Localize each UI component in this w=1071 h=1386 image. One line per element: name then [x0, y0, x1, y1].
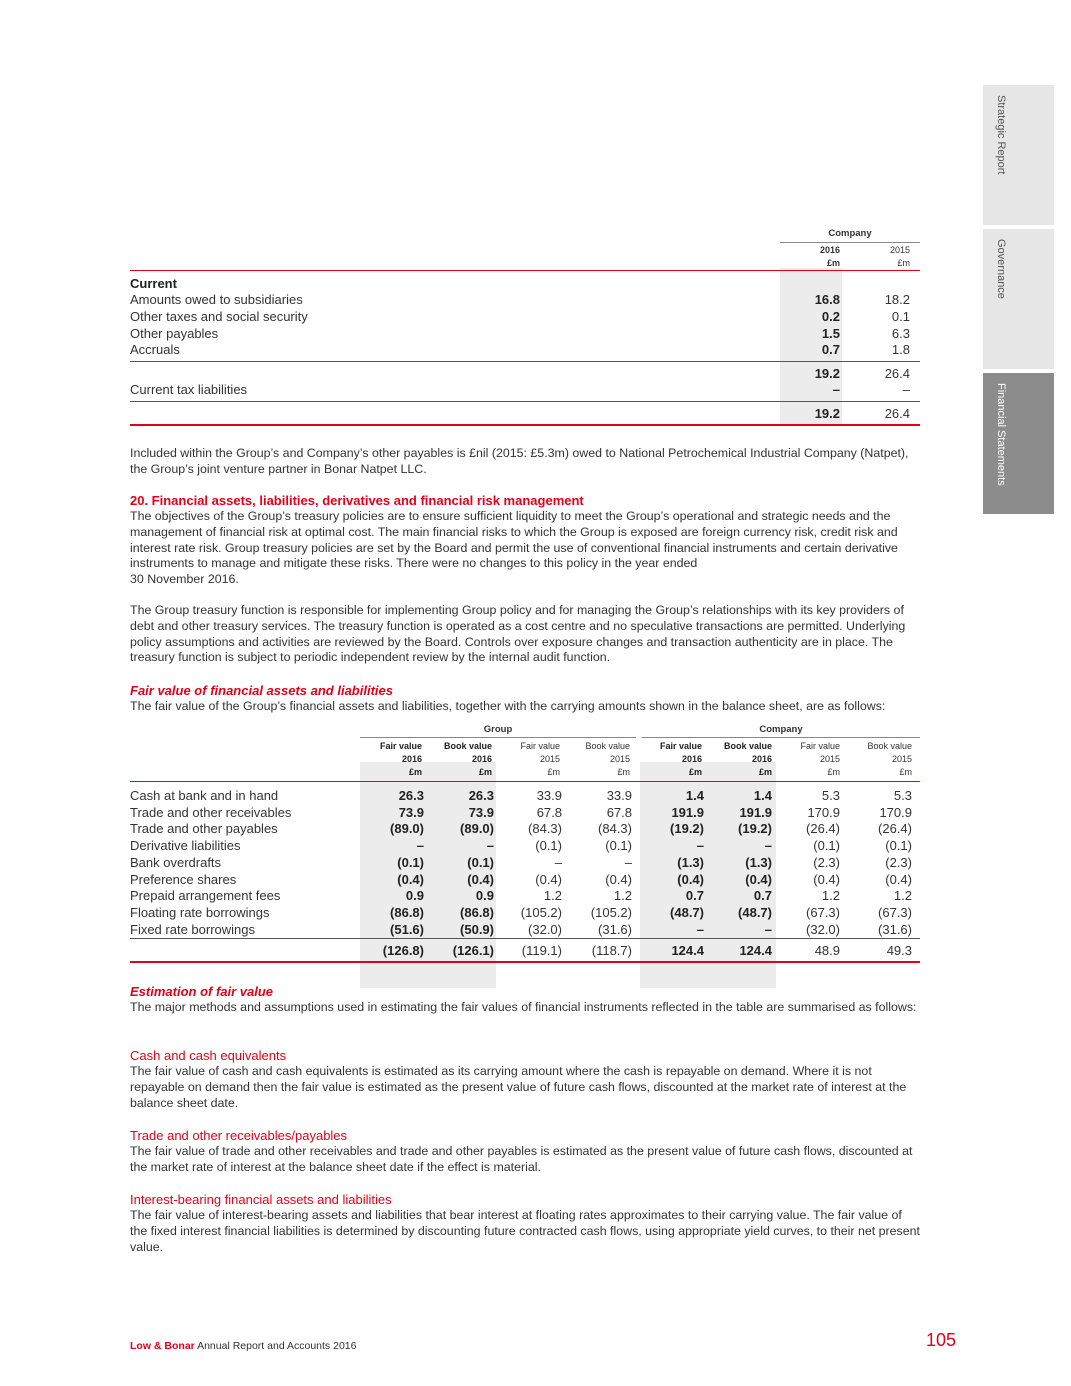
table-cell: (84.3): [528, 821, 562, 837]
table-cell: (0.4): [745, 871, 772, 887]
row-label: Cash at bank and in hand: [130, 788, 279, 803]
table-cell: 5.3: [893, 788, 912, 803]
table-cell: –: [696, 838, 704, 854]
header-divider: [130, 781, 920, 782]
table-cell: (0.4): [813, 871, 840, 887]
side-tab-label: Governance: [995, 239, 1007, 299]
table-cell: (0.4): [885, 871, 912, 887]
table-cell: (105.2): [590, 904, 632, 920]
table-cell: (0.4): [397, 871, 424, 887]
table-cell: 67.8: [606, 804, 632, 820]
footer-brand: Low & Bonar: [130, 1340, 195, 1352]
table-cell: (0.1): [605, 838, 632, 854]
treasury-objectives-paragraph: The objectives of the Group’s treasury policies are to ensure sufficient liquidity to meet the Group’s operational and strategic needs and the management of financial risk at optimal cost. The main financial risks to which the Group is exposed are foreign currency risk, credit risk and interest rate risk. Group treasury policies are set by the Board and permit the use of conventional financial instruments and certain derivative instruments to manage and mitigate these risks. There were no changes to this policy in the year ended 30 November 2016.: [130, 509, 898, 587]
interest-heading: Interest-bearing financial assets and liabilities: [130, 1192, 392, 1207]
table-cell: 1.2: [543, 888, 562, 904]
table-cell: 191.9: [739, 804, 772, 820]
table-cell: –: [696, 921, 704, 937]
table-cell: 67.8: [536, 804, 562, 820]
column-header: Book value 2015 £m: [585, 741, 630, 777]
table-cell: (26.4): [806, 821, 840, 837]
col-2015-unit: £m: [897, 258, 910, 268]
table-cell: (86.8): [390, 904, 424, 920]
table-cell: (48.7): [670, 904, 704, 920]
company-header-rule: [642, 737, 920, 738]
table-cell: (2.3): [813, 854, 840, 870]
table-row: [130, 922, 920, 939]
side-tab-strategic-report[interactable]: [983, 85, 1054, 225]
table-cell: (31.6): [598, 921, 632, 937]
table-row: Amounts owed to subsidiaries 16.8 18.2: [130, 292, 910, 307]
footer-title: Annual Report and Accounts 2016: [197, 1340, 357, 1352]
col-2016-unit: £m: [826, 258, 840, 268]
row-label: Bank overdrafts: [130, 854, 222, 870]
column-header: Fair value 2015 £m: [800, 741, 840, 777]
interest-paragraph: The fair value of interest-bearing assets and liabilities that bear interest at floating rates approximates to their carrying value. The fair value of the fixed interest financial liabilities is determined by discounting future contracted cash flows, using appropriate yield curves, to their net present value.: [130, 1208, 920, 1254]
table-cell: (19.2): [738, 821, 772, 837]
table-cell: (0.4): [535, 871, 562, 887]
table-row: Other taxes and social security 0.2 0.1: [130, 309, 910, 324]
column-header: Fair value 2016 £m: [379, 741, 422, 777]
row-label: Derivative liabilities: [130, 838, 241, 854]
row-label: Trade and other payables: [130, 821, 278, 837]
table-cell: (26.4): [878, 821, 912, 837]
table-row: [130, 821, 920, 838]
table-cell: (0.1): [467, 854, 494, 870]
table-cell: –: [624, 854, 632, 870]
table-cell: 26.3: [398, 788, 424, 803]
row-label: Preference shares: [130, 871, 237, 887]
company-header: Company: [759, 724, 803, 735]
group-header-rule: [360, 737, 636, 738]
section-label: Current: [130, 276, 177, 291]
header-rule: [780, 242, 920, 243]
table-cell: 0.9: [405, 888, 424, 904]
table-row: [130, 855, 920, 872]
table-cell: 170.9: [807, 804, 840, 820]
table-row: [130, 905, 920, 922]
table-cell: (2.3): [885, 854, 912, 870]
table-cell: (32.0): [528, 921, 562, 937]
total-double-rule: [130, 424, 920, 426]
table-cell: 33.9: [536, 788, 562, 803]
table-row: [130, 838, 920, 855]
total-row: (126.8) (126.1) (119.1) (118.7) 124.4 124.4 48.9 49.3: [382, 943, 912, 958]
column-header: Fair value 2015 £m: [520, 741, 560, 777]
table-cell: (67.3): [806, 904, 840, 920]
column-header: Book value 2016 £m: [723, 741, 772, 777]
table-cell: (31.6): [878, 921, 912, 937]
table-cell: (0.1): [535, 838, 562, 854]
table-cell: (89.0): [460, 821, 494, 837]
trade-paragraph: The fair value of trade and other receivables and trade and other payables is estimated as the present value of future cash flows, discounted at the market rate of interest at the balance sheet date if the effect is material.: [130, 1144, 913, 1174]
table-cell: 1.4: [685, 788, 704, 803]
section-20-heading: 20. Financial assets, liabilities, derivatives and financial risk management: [130, 493, 584, 508]
col-2015-year: 2015: [889, 245, 910, 255]
treasury-function-paragraph: The Group treasury function is responsible for implementing Group policy and for managing the Group’s relationships with its key providers of debt and other treasury services. The treasury function is operated as a cost centre and no speculative transactions are permitted. Underlying policy assumptions and activities are reviewed by the Board. Controls over exposure changes and transaction authenticity are in place. The treasury function is subject to periodic independent review by the internal audit function.: [130, 603, 906, 665]
row-label: Fixed rate borrowings: [130, 921, 255, 937]
table-cell: (51.6): [390, 921, 424, 937]
table-row: [130, 872, 920, 889]
table-cell: (1.3): [677, 854, 704, 870]
table-cell: –: [554, 854, 562, 870]
footer: [130, 1340, 356, 1352]
table-cell: (50.9): [460, 921, 494, 937]
column-header: Book value 2015 £m: [867, 741, 912, 777]
table-cell: (84.3): [598, 821, 632, 837]
col-2016-year: 2016: [819, 245, 840, 255]
table-cell: (0.4): [467, 871, 494, 887]
page-number: 105: [926, 1330, 957, 1350]
company-header: Company: [828, 228, 872, 239]
total-rule: [130, 938, 920, 939]
trade-heading: Trade and other receivables/payables: [130, 1128, 348, 1143]
side-tab-label: Financial Statements: [995, 383, 1007, 486]
table-cell: 1.2: [613, 888, 632, 904]
table-cell: (32.0): [806, 921, 840, 937]
table-row: Accruals 0.7 1.8: [130, 342, 910, 357]
table-cell: 73.9: [468, 804, 494, 820]
table-cell: (67.3): [878, 904, 912, 920]
table-cell: (86.8): [460, 904, 494, 920]
subtotal-row: 19.2 26.4: [814, 366, 910, 381]
table-cell: 191.9: [671, 804, 704, 820]
total-rule: [130, 401, 920, 402]
estimation-paragraph: The major methods and assumptions used in estimating the fair values of financial instruments reflected in the table are summarised as follows:: [130, 1000, 917, 1014]
row-label: Trade and other receivables: [130, 804, 292, 820]
column-header: Fair value 2016 £m: [659, 741, 702, 777]
estimation-heading: Estimation of fair value: [130, 984, 274, 999]
table-cell: (19.2): [670, 821, 704, 837]
cash-paragraph: The fair value of cash and cash equivalents is estimated as its carrying amount where the cash is repayable on demand. Where it is not repayable on demand then the fair value is estimated as the present value of future cash flows, discounted at the market rate of interest at the balance sheet date.: [130, 1064, 907, 1110]
side-tab-governance[interactable]: [983, 229, 1054, 369]
table-row: [130, 788, 920, 805]
table-row: [130, 888, 920, 905]
group-header: Group: [483, 724, 513, 735]
table-cell: 0.7: [685, 888, 704, 904]
total-row: 19.2 26.4: [814, 406, 910, 421]
payables-note: Included within the Group’s and Company’s other payables is £nil (2015: £5.3m) owed to National Petrochemical Industrial Company (Natpet), the Group’s joint venture partner in Bonar Natpet LLC.: [130, 446, 909, 476]
table-cell: (0.1): [813, 838, 840, 854]
table-cell: 1.4: [753, 788, 772, 803]
table-cell: (1.3): [745, 854, 772, 870]
fair-value-intro: The fair value of the Group’s financial assets and liabilities, together with the carrying amounts shown in the balance sheet, are as follows:: [130, 699, 886, 713]
table-cell: –: [486, 838, 494, 854]
table-cell: 26.3: [468, 788, 494, 803]
table-cell: 0.9: [475, 888, 494, 904]
side-tab-label: Strategic Report: [995, 95, 1007, 175]
table-cell: 5.3: [821, 788, 840, 803]
table-cell: 0.7: [753, 888, 772, 904]
fair-value-heading: Fair value of financial assets and liabilities: [130, 683, 393, 698]
table-cell: –: [764, 921, 772, 937]
table-cell: 170.9: [879, 804, 912, 820]
table-cell: (0.1): [885, 838, 912, 854]
table-cell: –: [764, 838, 772, 854]
table-cell: (89.0): [390, 821, 424, 837]
cash-heading: Cash and cash equivalents: [130, 1048, 287, 1063]
row-label: Prepaid arrangement fees: [130, 888, 281, 904]
table-row: [130, 805, 920, 822]
table-cell: (0.4): [677, 871, 704, 887]
column-header: Book value 2016 £m: [443, 741, 492, 777]
subtotal-rule: [130, 361, 920, 362]
row-label: Floating rate borrowings: [130, 904, 270, 920]
table-cell: 73.9: [398, 804, 424, 820]
table-cell: 33.9: [606, 788, 632, 803]
side-tab-financial-statements[interactable]: [983, 373, 1054, 514]
table-cell: –: [416, 838, 424, 854]
table-cell: (105.2): [520, 904, 562, 920]
table-cell: (0.4): [605, 871, 632, 887]
header-divider: [130, 270, 920, 271]
total-double-rule: [130, 961, 920, 963]
table-cell: (48.7): [738, 904, 772, 920]
table-row: Other payables 1.5 6.3: [130, 326, 910, 341]
table-cell: (0.1): [397, 854, 424, 870]
table-row: Current tax liabilities – –: [130, 382, 910, 397]
table-cell: 1.2: [821, 888, 840, 904]
table-cell: 1.2: [893, 888, 912, 904]
